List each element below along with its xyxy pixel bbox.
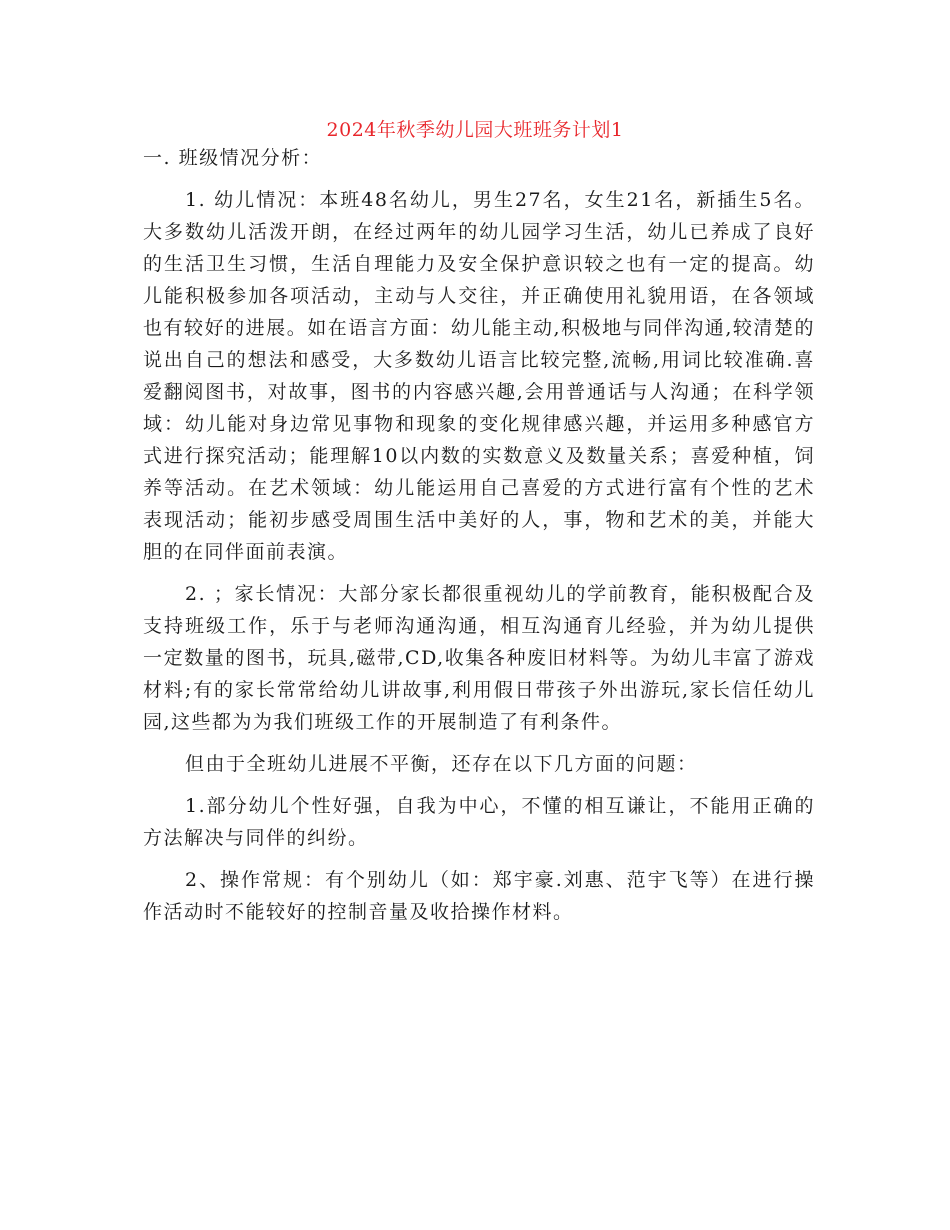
section-heading: 一. 班级情况分析： — [143, 147, 323, 169]
paragraph-problem-1: 1.部分幼儿个性好强，自我为中心，不懂的相互谦让，不能用正确的方法解决与同伴的纠纷。 — [143, 795, 815, 849]
document-body — [143, 142, 815, 928]
paragraph-children-situation: 1. 幼儿情况：本班48名幼儿，男生27名，女生21名，新插生5名。大多数幼儿活泼开朗，在经过两年的幼儿园学习生活，幼儿已养成了良好的生活卫生习惯，生活自理能力及安全保护意识较之也有一定的提高。幼儿能积极参加各项活动，主动与人交往，并正确使用礼貌用语，在各领域也有较好的进展。如在语言方面：幼儿能主动,积极地与同伴沟通,较清楚的说出自己的想法和感受，大多数幼儿语言比较完整,流畅,用词比较准确.喜爱翻阅图书，对故事，图书的内容感兴趣,会用普通话与人沟通；在科学领域：幼儿能对身边常见事物和现象的变化规律感兴趣，并运用多种感官方式进行探究活动；能理解10以内数的实数意义及数量关系；喜爱种植，饲养等活动。在艺术领域：幼儿能运用自己喜爱的方式进行富有个性的艺术表现活动；能初步感受周围生活中美好的人，事，物和艺术的美，并能大胆的在同伴面前表演。 — [143, 189, 815, 563]
paragraph-parents-situation: 2. ；家长情况：大部分家长都很重视幼儿的学前教育，能积极配合及支持班级工作，乐于与老师沟通沟通，相互沟通育儿经验，并为幼儿提供一定数量的图书，玩具,磁带,CD,收集各种废旧材料等。为幼儿丰富了游戏材料;有的家长常常给幼儿讲故事,利用假日带孩子外出游玩,家长信任幼儿园,这些都为为我们班级工作的开展制造了有利条件。 — [143, 583, 815, 733]
document-title: 2024年秋季幼儿园大班班务计划1 — [326, 119, 624, 141]
paragraph-problem-2: 2、操作常规：有个别幼儿（如：郑宇豪.刘惠、范宇飞等）在进行操作活动时不能较好的控制音量及收拾操作材料。 — [143, 869, 815, 923]
paragraph-problems-intro: 但由于全班幼儿进展不平衡，还存在以下几方面的问题： — [185, 753, 698, 775]
